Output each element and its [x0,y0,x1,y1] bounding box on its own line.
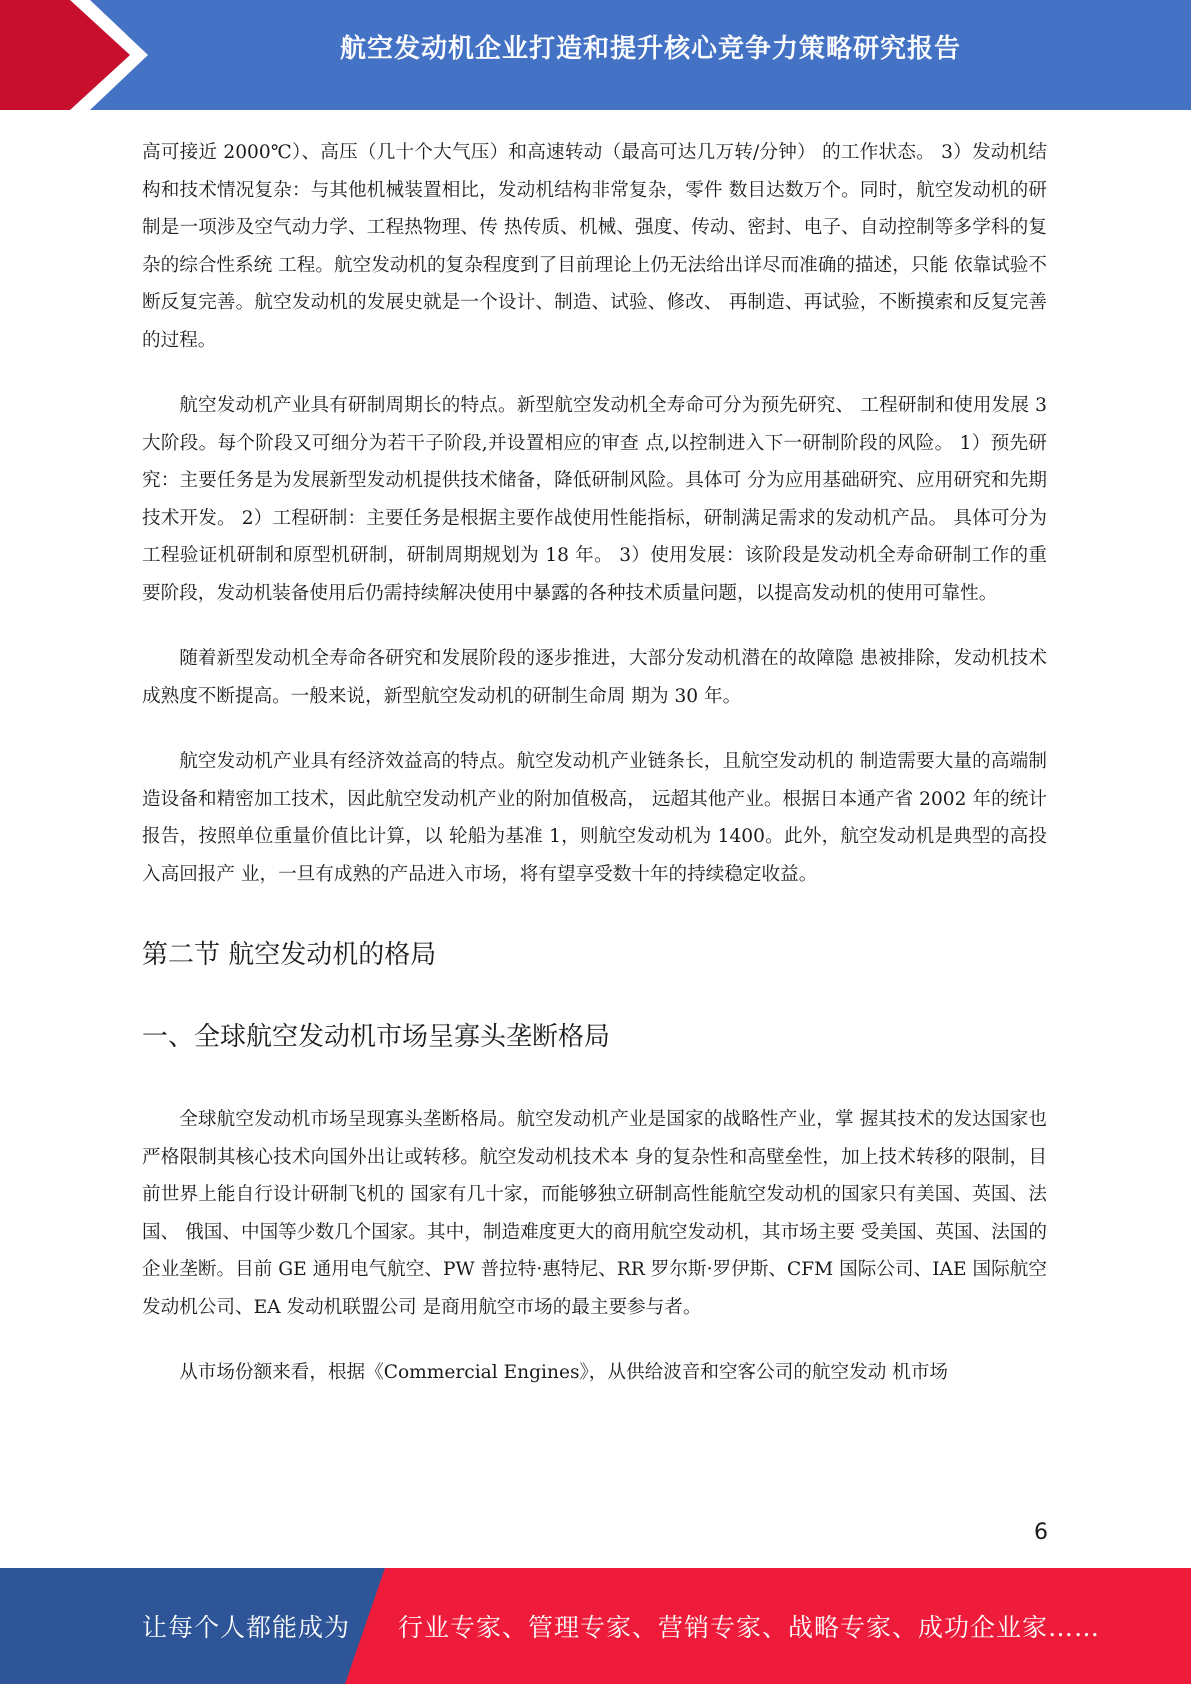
paragraph-development-cycle: 航空发动机产业具有研制周期长的特点。新型航空发动机全寿命可分为预先研究、 工程研制和使用发展 3 大阶段。每个阶段又可细分为若干子阶段,并设置相应的审查 点,以控制进入下一研制阶段的风险。 1）预先研究：主要任务是为发展新型发动机提供技术储备，降低研制风险。具体可 分为应用基础研究、应用研究和先期技术开发。 2）工程研制：主要任务是根据主要作战使用性能指标，研制满足需求的发动机产品。 具体可分为工程验证机研制和原型机研制，研制周期规划为 18 年。 3）使用发展：该阶段是发动机全寿命研制工作的重要阶段，发动机装备使用后仍需持续解决使用中暴露的各种技术质量问题，以提高发动机的使用可靠性。 [142,395,1047,604]
page-footer [0,1568,1191,1684]
paragraph-market-share: 从市场份额来看，根据《Commercial Engines》，从供给波音和空客公司的航空发动 机市场 [179,1362,949,1383]
document-body [142,134,1047,1420]
paragraph-maturity: 随着新型发动机全寿命各研究和发展阶段的逐步推进，大部分发动机潜在的故障隐 患被排除，发动机技术成熟度不断提高。一般来说，新型航空发动机的研制生命周 期为 30 年。 [142,648,1047,707]
page-number: 6 [1034,1520,1048,1545]
header-title: 航空发动机企业打造和提升核心竞争力策略研究报告 [339,34,961,64]
header-chevron-icon [0,0,160,110]
footer-slogan-left: 让每个人都能成为 [142,1613,351,1642]
section-heading: 第二节 航空发动机的格局 [142,940,437,970]
page-header [0,0,1191,110]
subsection-heading: 一、全球航空发动机市场呈寡头垄断格局 [142,1022,611,1052]
paragraph-economic-benefit: 航空发动机产业具有经济效益高的特点。航空发动机产业链条长，且航空发动机的 制造需要大量的高端制造设备和精密加工技术，因此航空发动机产业的附加值极高， 远超其他产业。根据日本通产省 2002 年的统计报告，按照单位重量价值比计算，以 轮船为基准 1，则航空发动机为 1400。此外，航空发动机是典型的高投入高回报产 业，一旦有成熟的产品进入市场，将有望享受数十年的持续稳定收益。 [142,751,1047,885]
paragraph-continuation: 高可接近 2000℃）、高压（几十个大气压）和高速转动（最高可达几万转/分钟） 的工作状态。 3）发动机结构和技术情况复杂：与其他机械装置相比，发动机结构非常复杂，零件 数目达数万个。同时，航空发动机的研制是一项涉及空气动力学、工程热物理、传 热传质、机械、强度、传动、密封、电子、自动控制等多学科的复杂的综合性系统 工程。航空发动机的复杂程度到了目前理论上仍无法给出详尽而准确的描述，只能 依靠试验不断反复完善。航空发动机的发展史就是一个设计、制造、试验、修改、 再制造、再试验，不断摸索和反复完善的过程。 [142,142,1047,351]
footer-slogan-right: 行业专家、管理专家、营销专家、战略专家、成功企业家…… [398,1613,1101,1642]
paragraph-oligopoly: 全球航空发动机市场呈现寡头垄断格局。航空发动机产业是国家的战略性产业，掌 握其技术的发达国家也严格限制其核心技术向国外出让或转移。航空发动机技术本 身的复杂性和高壁垒性，加上技术转移的限制，目前世界上能自行设计研制飞机的 国家有几十家，而能够独立研制高性能航空发动机的国家只有美国、英国、法国、 俄国、中国等少数几个国家。其中，制造难度更大的商用航空发动机，其市场主要 受美国、英国、法国的企业垄断。目前 GE 通用电气航空、PW 普拉特·惠特尼、RR 罗尔斯·罗伊斯、CFM 国际公司、IAE 国际航空发动机公司、EA 发动机联盟公司 是商用航空市场的最主要参与者。 [142,1109,1047,1318]
